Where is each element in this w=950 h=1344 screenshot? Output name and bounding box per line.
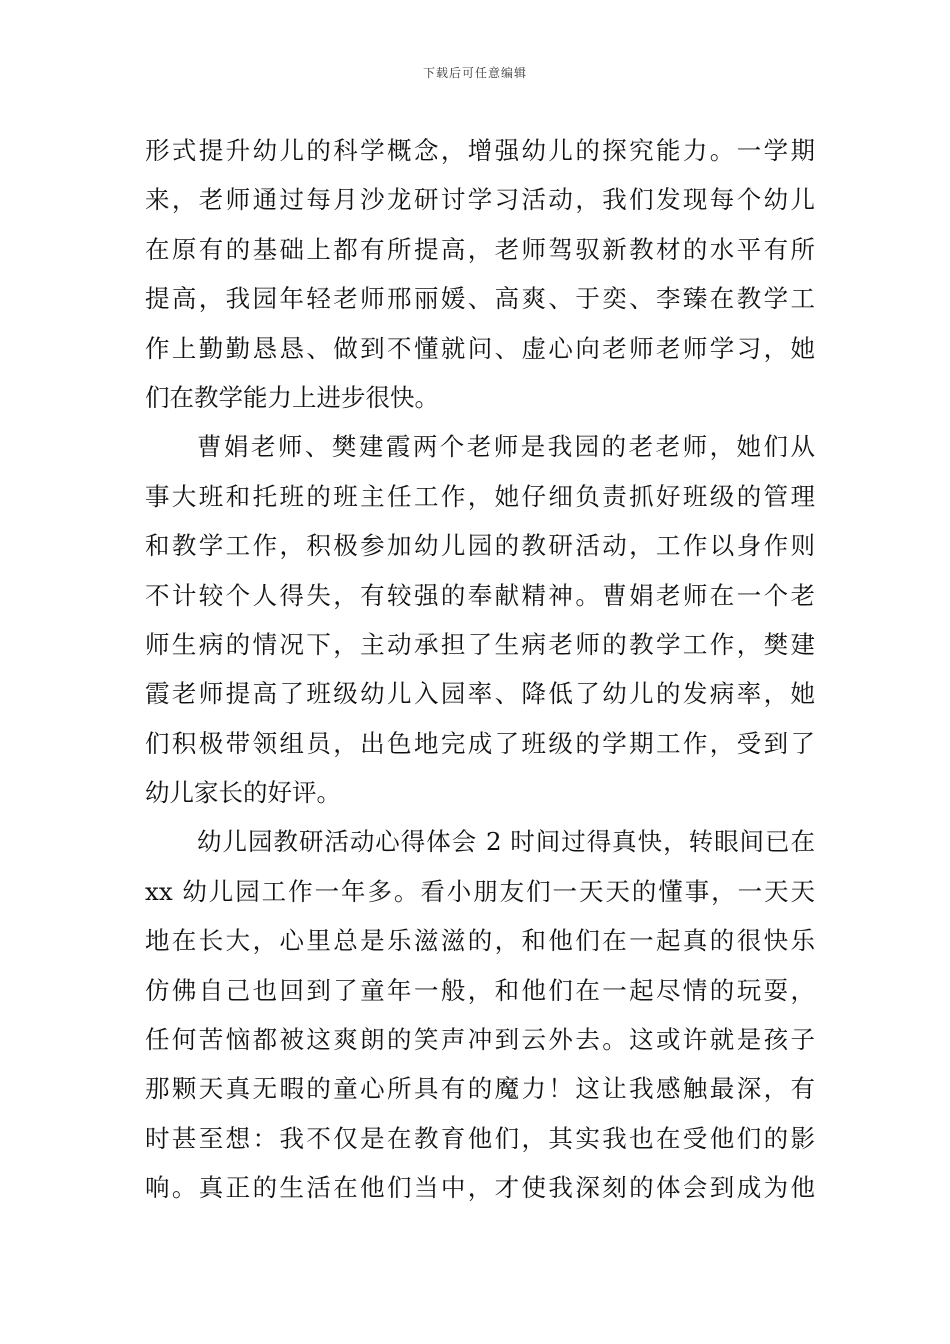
text-line: 和教学工作，积极参加幼儿园的教研活动，工作以身作则	[145, 531, 815, 561]
document-body	[145, 126, 815, 1213]
text-line: 曹娟老师、樊建霞两个老师是我园的老老师，她们从	[197, 432, 815, 462]
paragraph-3	[145, 817, 815, 1212]
text-line: 不计较个人得失，有较强的奉献精神。曹娟老师在一个老	[145, 580, 815, 610]
text-line: 那颗天真无暇的童心所具有的魔力！这让我感触最深，有	[145, 1074, 815, 1104]
text-line: 形式提升幼儿的科学概念，增强幼儿的探究能力。一学期	[145, 136, 815, 165]
paragraph-1	[145, 126, 815, 422]
text-line: 作上勤勤恳恳、做到不懂就问、虚心向老师老师学习，她	[145, 333, 815, 363]
text-line: xx 幼儿园工作一年多。看小朋友们一天天的懂事，一天天	[145, 876, 815, 906]
text-line: 来，老师通过每月沙龙研讨学习活动，我们发现每个幼儿	[145, 185, 815, 215]
text-line: 霞老师提高了班级幼儿入园率、降低了幼儿的发病率，她	[145, 679, 815, 709]
text-line: 仿佛自己也回到了童年一般，和他们在一起尽情的玩耍，	[145, 975, 815, 1005]
text-line: 们积极带领组员，出色地完成了班级的学期工作，受到了	[145, 728, 815, 758]
page-header-note: 下载后可任意编辑	[422, 66, 527, 80]
text-line: 响。真正的生活在他们当中，才使我深刻的体会到成为他	[145, 1173, 815, 1203]
text-line: 师生病的情况下，主动承担了生病老师的教学工作，樊建	[145, 629, 815, 659]
text-line: 幼儿家长的好评。	[145, 778, 341, 808]
text-line: 幼儿园教研活动心得体会 2 时间过得真快，转眼间已在	[197, 827, 815, 857]
text-line: 事大班和托班的班主任工作，她仔细负责抓好班级的管理	[145, 481, 815, 511]
text-line: 在原有的基础上都有所提高，老师驾驭新教材的水平有所	[145, 234, 815, 264]
text-line: 地在长大，心里总是乐滋滋的，和他们在一起真的很快乐	[145, 926, 815, 956]
paragraph-2	[145, 422, 815, 817]
text-line: 任何苦恼都被这爽朗的笑声冲到云外去。这或许就是孩子	[145, 1025, 815, 1055]
text-line: 提高，我园年轻老师邢丽媛、高爽、于奕、李臻在教学工	[145, 284, 815, 314]
text-line: 们在教学能力上进步很快。	[145, 382, 439, 412]
text-line: 时甚至想：我不仅是在教育他们，其实我也在受他们的影	[145, 1123, 815, 1153]
